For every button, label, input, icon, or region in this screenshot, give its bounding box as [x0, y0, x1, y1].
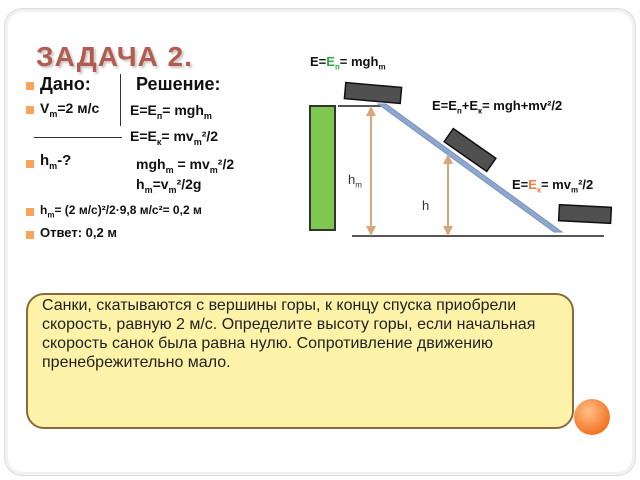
solution-header: Решение: [136, 74, 221, 94]
solution-line-3: $mgh_m = mv_m^2/2$ [136, 156, 235, 175]
solution-line-1: $E=E_п= mgh_m$ [130, 102, 212, 121]
orange-circle-icon [574, 399, 610, 435]
energy-bottom-label: $E=E_к= mv_m^2/2$ [512, 177, 594, 195]
given-header: Дано: [40, 74, 91, 94]
energy-middle-label: $E=E_п+E_к= mgh+mv^2/2$ [432, 98, 563, 116]
slide-title: ЗАДАЧА 2. [36, 41, 193, 72]
solution-line-4: $h_m=v_m^2/2g$ [136, 176, 202, 195]
given-velocity: $V_m=2$ м/с [40, 100, 100, 119]
sled-bottom [559, 205, 612, 224]
task-text: Санки, скатываются с вершины горы, к концу спуска приобрели скорость, равную 2 м/с. Определите высоту горы, если начальная скорость санок была равна нулю. Сопротивление движению пренебрежительно мало. [42, 297, 536, 371]
sled-top [344, 83, 401, 104]
calculation: $h_m= (2$ м/с)²/2·9,8 м/с²= 0,2 м [40, 203, 202, 220]
solution-line-2: $E=E_к= mv_m^2/2$ [130, 128, 219, 147]
green-column [310, 106, 335, 230]
unknown-height: $h_m-$? [40, 152, 72, 171]
hm-label: $h_m$ [348, 172, 362, 190]
h-label: h [422, 198, 430, 213]
slope [378, 104, 562, 232]
energy-top-label: $E=E_п= mgh_m$ [310, 54, 386, 72]
answer: Ответ: 0,2 м [40, 225, 117, 240]
